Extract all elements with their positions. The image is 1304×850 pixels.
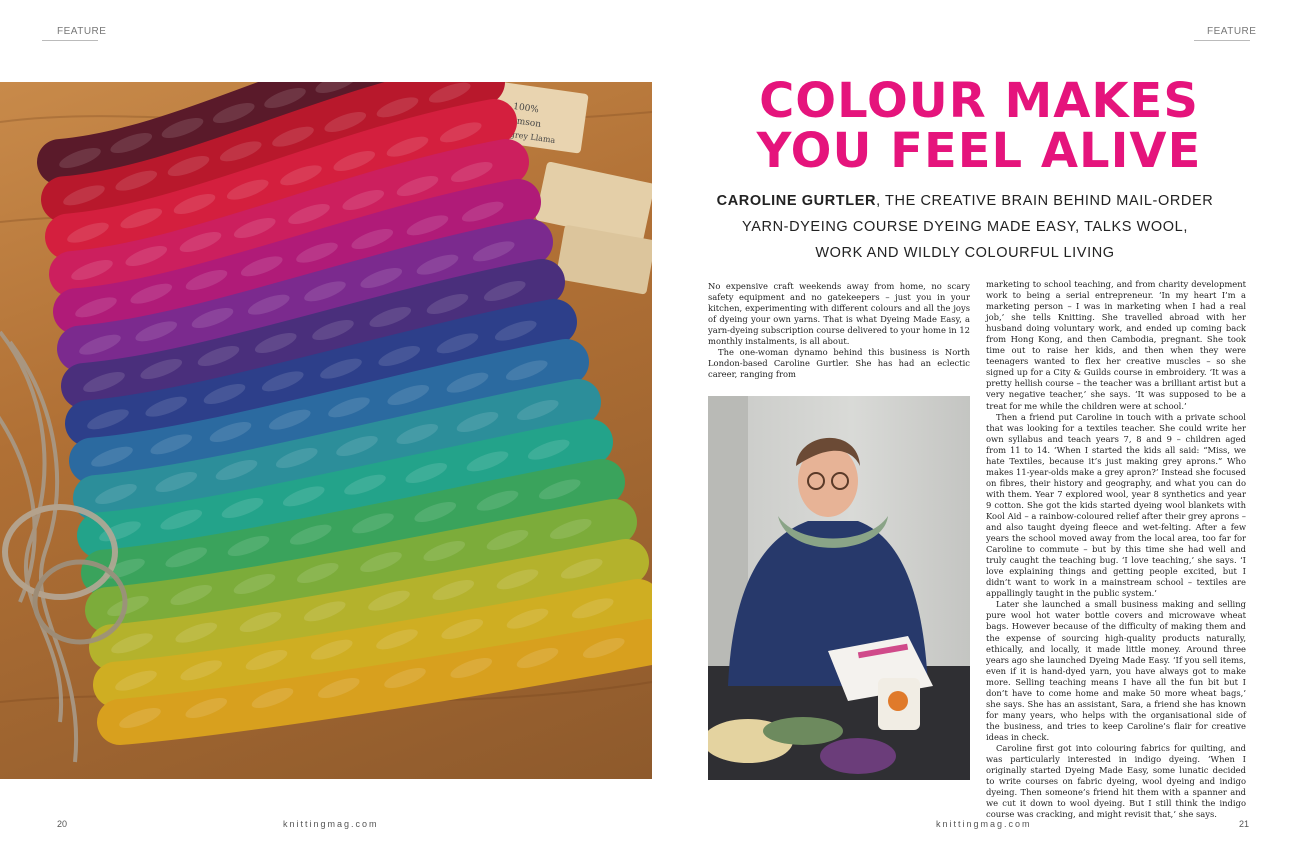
article-standfirst: [705, 188, 1225, 266]
yarn-photo: [0, 82, 652, 779]
yarn-skein: [763, 717, 843, 745]
body-paragraph: No expensive craft weekends away from home, no scary safety equipment and no gatekeepers – just you in your kitchen, experimenting with different colours and all the joys of dyeing your own yarns. That is what Dyeing Made Easy, a yarn-dyeing subscription course delivered to your home in 12 monthly instalments, is all about.: [708, 281, 971, 347]
running-head-rule-right: [1194, 40, 1250, 41]
article-headline: [700, 73, 1258, 179]
tag-text: 100%: [512, 101, 540, 116]
headline-line-1: COLOUR MAKES: [759, 73, 1199, 129]
portrait-illustration: [708, 396, 970, 780]
tag-text: Damson: [503, 114, 542, 130]
yarn-skein: [820, 738, 896, 774]
running-head-right: FEATURE: [1207, 26, 1257, 37]
portrait-photo: [708, 396, 970, 780]
body-column-1: [708, 281, 970, 380]
site-url-left: knittingmag.com: [283, 819, 379, 829]
page-number-left: 20: [57, 819, 68, 829]
headline-line-2: YOU FEEL ALIVE: [756, 123, 1202, 179]
body-paragraph: Then a friend put Caroline in touch with a private school that was looking for a textiles teacher. She could write her own syllabus and teach years 7, 8 and 9 – children aged from 11 to 14. ‘When I started the kids all said: “Miss, we hate Textiles, because it’s just making grey aprons.” Who makes 11-year-olds make a grey apron?’ Instead she focused on fibres, their history and geography, and what you can do with them. Year 7 explored wool, year 8 synthetics and year 9 cotton. She got the kids started dyeing wool blankets with Kool Aid – a rainbow-coloured relief after their grey aprons – and also taught dyeing fleece and wet-felting. After a few years the school moved away from the local area, too far for Caroline to commute – but by this time she had well and truly caught the teaching bug. ‘I love teaching,’ she says. ‘I love explaining things and getting people excited, but I didn’t want to work in a mainstream school – textiles are appallingly taught in the public system.’: [986, 411, 1246, 599]
site-url-right: knittingmag.com: [936, 819, 1032, 829]
body-column-2: [986, 279, 1246, 820]
standfirst-line-3: WORK AND WILDLY COLOURFUL LIVING: [815, 245, 1115, 261]
standfirst-name: CAROLINE GURTLER: [716, 193, 877, 209]
yarn-illustration: [0, 82, 652, 779]
page-number-right: 21: [1239, 819, 1250, 829]
tag-text: on grey Llama: [496, 127, 556, 145]
standfirst-line-1-rest: , THE CREATIVE BRAIN BEHIND MAIL-ORDER: [876, 193, 1214, 209]
standfirst-line-1: [705, 188, 1225, 214]
body-paragraph: marketing to school teaching, and from charity development work to being a serial entrepreneur. ‘In my heart I’m a marketing person – I was in marketing when I had a real job,’ she tells Knitting. She travelled abroad with her husband doing voluntary work, and ended up coming back from Hong Kong, and then Cambodia, pregnant. She took time out to raise her kids, and then when they were teenagers wanted to flex her creative muscles – so she signed up for a City & Guilds course in embroidery. ‘It was a pretty hellish course – the teacher was a brilliant artist but a very negative teacher,’ she says. ‘It was supposed to be a treat for me while the children were at school.’: [986, 279, 1246, 411]
body-paragraph: Caroline first got into colouring fabrics for quilting, and was particularly interested in indigo dyeing. ‘When I originally started Dyeing Made Easy, some lunatic decided to write courses on fabric dyeing, wool dyeing and indigo dyeing. Then someone’s friend hit them with a spanner and we cut it down to wool dyeing. But I still think the indigo course was cracking, and might revisit that,’ she says.: [986, 742, 1246, 820]
running-head-left: FEATURE: [57, 26, 107, 37]
body-paragraph: The one-woman dynamo behind this business is North London-based Caroline Gurtler. She has had an eclectic career, ranging from: [708, 347, 970, 380]
running-head-rule-left: [42, 40, 98, 41]
body-paragraph: Later she launched a small business making and selling pure wool hot water bottle covers and microwave wheat bags. However because of the difficulty of making them and the expense of sourcing high-quality products naturally, ethically, and locally, it made little money. Around three years ago she launched Dyeing Made Easy. ‘If you sell items, even if it is hand-dyed yarn, you have always got to make more. Selling teaching means I have all the fun bit but I don’t have to come home and make 50 more wheat bags,’ she says. She has an assistant, Sara, a friend she has known for many years, who helps with the organisational side of the business, and tries to keep Caroline’s flair for creative ideas in check.: [986, 599, 1246, 742]
standfirst-line-2: YARN-DYEING COURSE DYEING MADE EASY, TALKS WOOL,: [742, 219, 1188, 235]
